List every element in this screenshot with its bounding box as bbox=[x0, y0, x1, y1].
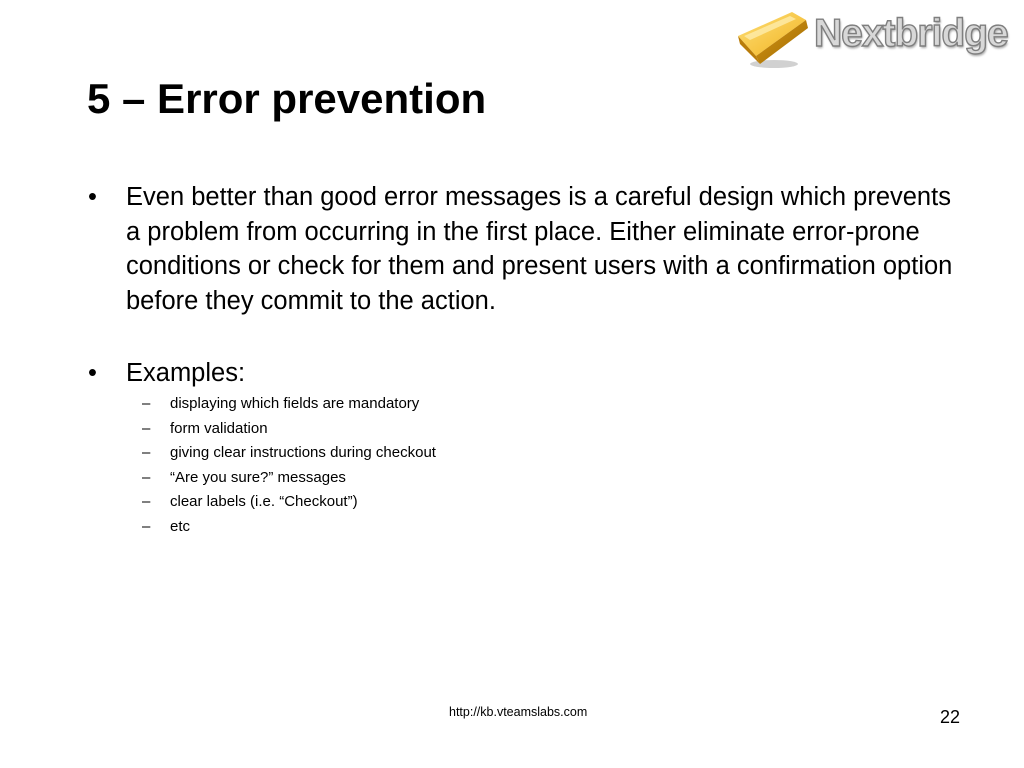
example-item bbox=[142, 490, 436, 515]
example-item bbox=[142, 441, 436, 466]
bullet-text: Even better than good error messages is a careful design which prevents a problem from occurring in the first place. Either eliminate error-prone conditions or check for them and present users with a confirmation option before they commit to the action. bbox=[126, 183, 953, 315]
nextbridge-logo bbox=[734, 6, 1014, 72]
yellow-arrow-wedge-icon bbox=[734, 6, 814, 72]
examples-list bbox=[142, 392, 436, 540]
page-number: 22 bbox=[940, 707, 961, 727]
dash-marker: – bbox=[142, 493, 151, 511]
example-item bbox=[142, 466, 436, 491]
slide-title: 5 – Error prevention bbox=[87, 75, 487, 122]
dash-marker: – bbox=[142, 468, 151, 486]
example-item bbox=[142, 417, 436, 442]
bullet-item bbox=[88, 180, 968, 318]
dash-marker: – bbox=[142, 444, 151, 462]
bullet-item bbox=[88, 356, 968, 391]
bullet-text: Examples: bbox=[126, 359, 246, 387]
example-item bbox=[142, 392, 436, 417]
dash-marker: – bbox=[142, 419, 151, 437]
example-text: clear labels (i.e. “Checkout”) bbox=[170, 493, 358, 511]
bullet-marker: • bbox=[88, 359, 97, 387]
example-text: displaying which fields are mandatory bbox=[170, 395, 420, 412]
example-text: giving clear instructions during checkout bbox=[170, 444, 436, 462]
example-text: form validation bbox=[170, 419, 268, 437]
dash-marker: – bbox=[142, 395, 151, 412]
example-text: “Are you sure?” messages bbox=[170, 468, 346, 486]
example-item bbox=[142, 515, 436, 540]
logo-text: Nextbridge bbox=[814, 12, 1008, 55]
example-text: etc bbox=[170, 517, 191, 535]
dash-marker: – bbox=[142, 517, 151, 535]
bullet-marker: • bbox=[88, 183, 97, 211]
footer-url-link[interactable]: http://kb.vteamslabs.com bbox=[449, 705, 588, 719]
